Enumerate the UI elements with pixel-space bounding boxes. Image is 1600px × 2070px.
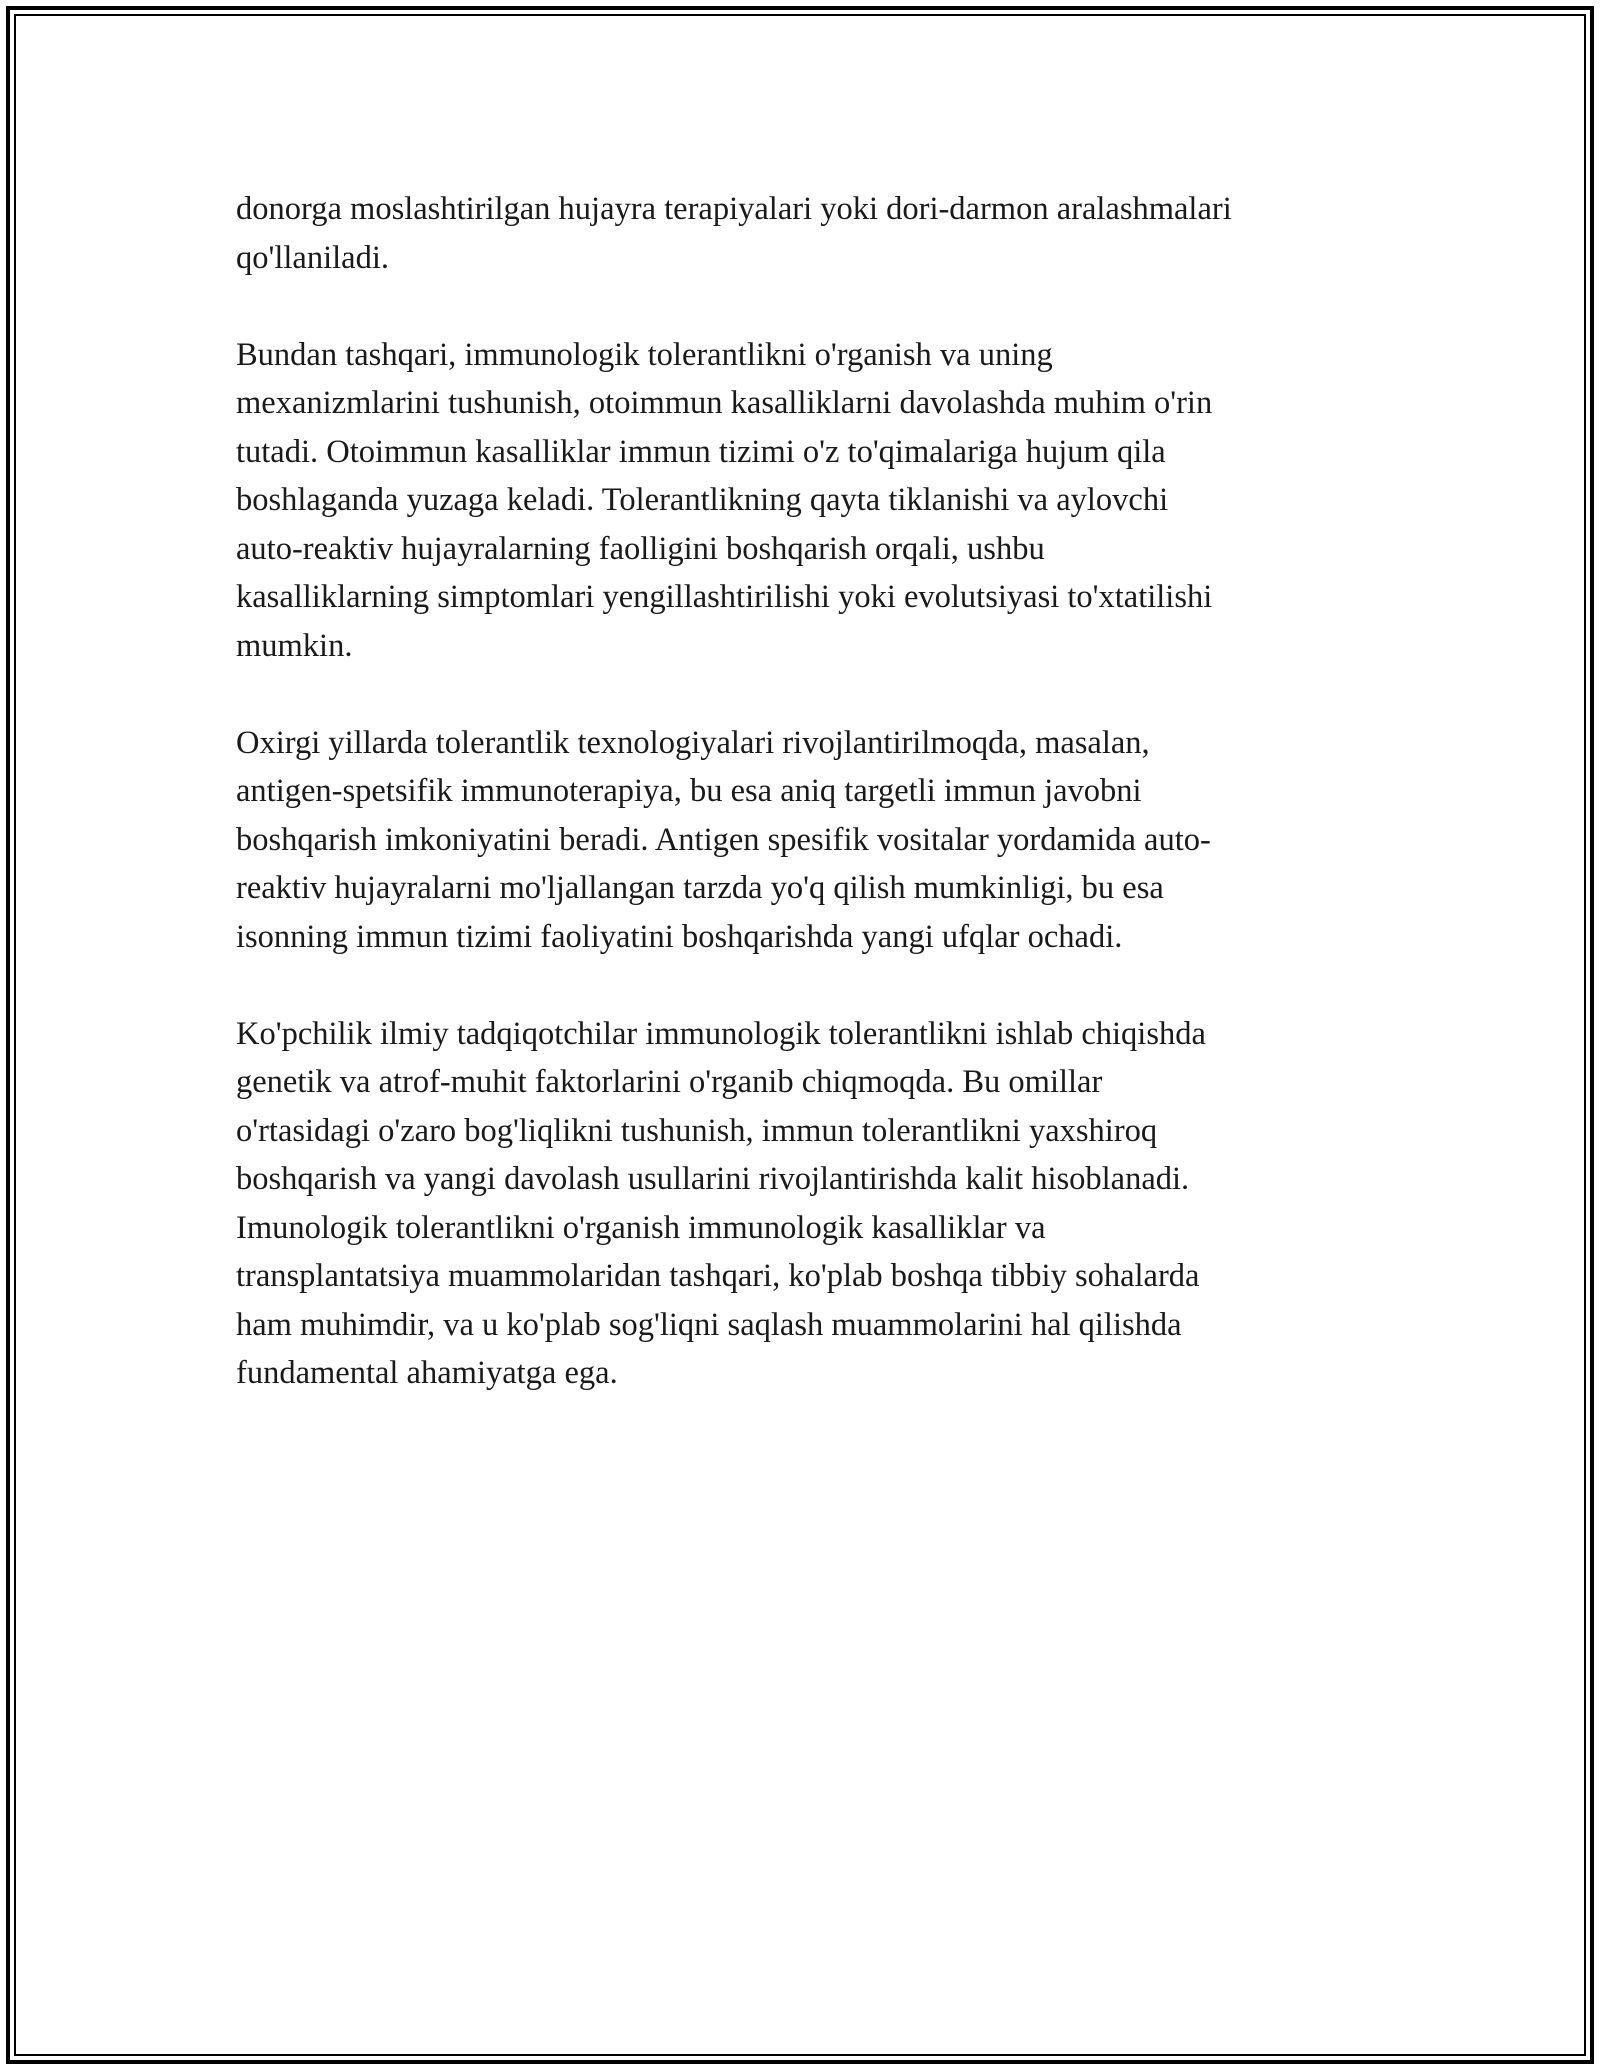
paragraph: donorga moslashtirilgan hujayra terapiyalari yoki dori-darmon aralashmalari qo'llaniladi. [236,191,1232,276]
paragraph: Bundan tashqari, immunologik tolerantlikni o'rganish va uning mexanizmlarini tushunish, otoimmun kasalliklarni davolashda muhim o'rin tutadi. Otoimmun kasalliklar immun tizimi o'z to'qimalariga hujum qila boshlaganda yuzaga keladi. Tolerantlikning qayta tiklanishi va aylovchi auto-reaktiv hujayralarning faolligini boshqarish orqali, ushbu kasalliklarning simptomlari yengillashtirilishi yoki evolutsiyasi to'xtatilishi mumkin. [236,336,1213,664]
paragraph: Ko'pchilik ilmiy tadqiqotchilar immunologik tolerantlikni ishlab chiqishda genetik va atrof-muhit faktorlarini o'rganib chiqmoqda. Bu omillar o'rtasidagi o'zaro bog'liqlikni tushunish, immun tolerantlikni yaxshiroq boshqarish va yangi davolash usullarini rivojlantirishda kalit hisoblanadi. Imunologik tolerantlikni o'rganish immunologik kasalliklar va transplantatsiya muammolaridan tashqari, ko'plab boshqa tibbiy sohalarda ham muhimdir, va u ko'plab sog'liqni saqlash muammolarini hal qilishda fundamental ahamiyatga ega. [236,1015,1206,1391]
paragraph: Oxirgi yillarda tolerantlik texnologiyalari rivojlantirilmoqda, masalan, antigen-spetsifik immunoterapiya, bu esa aniq targetli immun javobni boshqarish imkoniyatini beradi. Antigen spesifik vositalar yordamida auto- reaktiv hujayralarni mo'ljallangan tarzda yo'q qilish mumkinligi, bu esa isonning immun tizimi faoliyatini boshqarishda yangi ufqlar ochadi. [236,724,1211,955]
document-body [236,185,1384,1446]
